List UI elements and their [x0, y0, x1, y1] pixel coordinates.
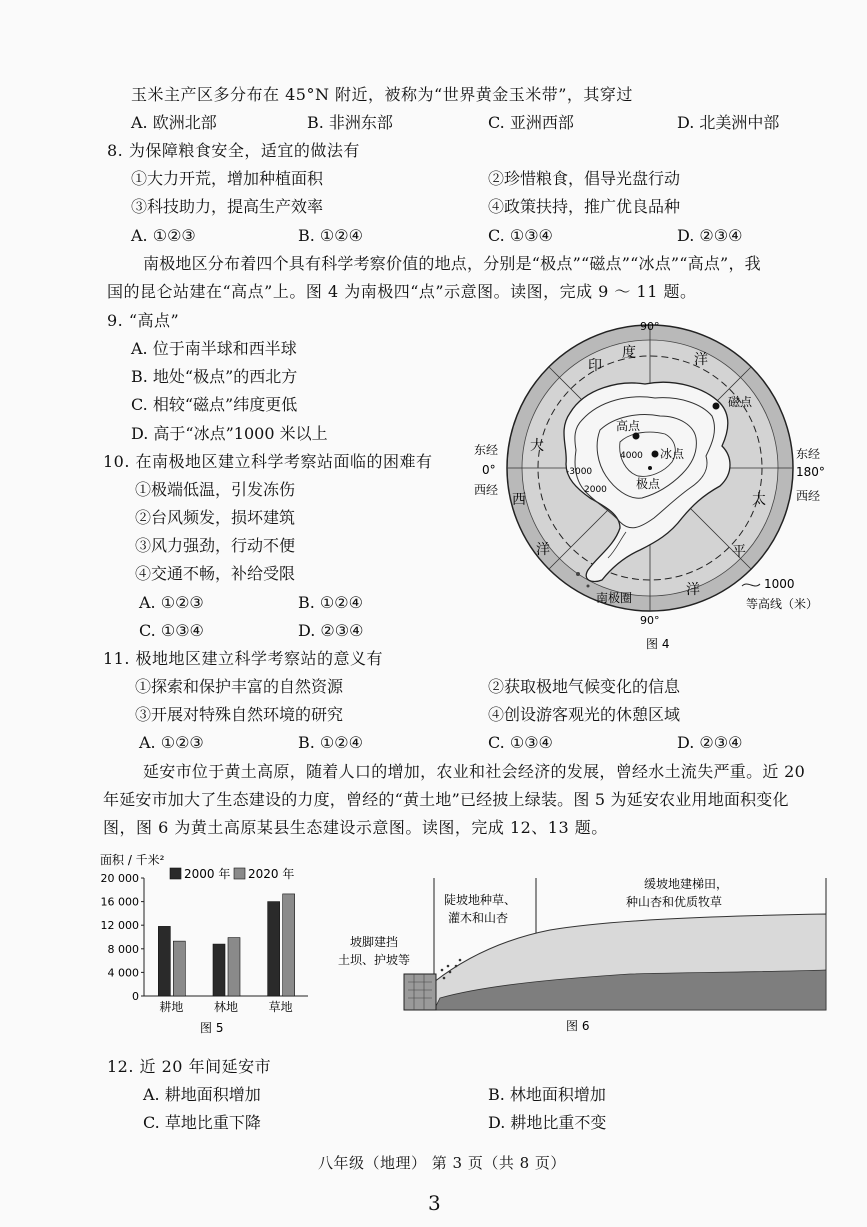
magnetic-point-label: 磁点	[728, 395, 753, 409]
q11-option-b: B. ①②④	[298, 733, 363, 752]
figure-4-caption: 图 4	[646, 637, 670, 651]
map-bottom-label: 90°	[640, 614, 660, 627]
q11-item-2: ②获取极地气候变化的信息	[488, 677, 681, 696]
q7-option-c: C. 亚洲西部	[488, 113, 574, 132]
ice-point-label: 冰点	[660, 447, 685, 461]
legend-label: 2020 年	[248, 867, 295, 881]
q10-option-d: D. ②③④	[298, 621, 364, 640]
contour-label-4000: 4000	[620, 451, 643, 461]
q8-item-2: ②珍惜粮食，倡导光盘行动	[488, 169, 681, 188]
map-right-label-3: 西经	[796, 489, 821, 503]
q12-option-d: D. 耕地比重不变	[488, 1113, 607, 1132]
ocean-indian-2: 度	[622, 345, 636, 361]
q7-option-a: A. 欧洲北部	[131, 113, 217, 132]
ocean-indian-1: 印	[588, 358, 602, 374]
high-point-marker	[633, 433, 640, 440]
legend-swatch	[234, 868, 245, 879]
q7-option-d: D. 北美洲中部	[677, 113, 780, 132]
bar-林地-2000年	[213, 944, 225, 996]
magnetic-point-marker	[713, 403, 720, 410]
y-tick-label: 16 000	[100, 895, 139, 909]
q8-stem: 8. 为保障粮食安全，适宜的做法有	[107, 141, 360, 160]
q12-option-a: A. 耕地面积增加	[143, 1085, 261, 1104]
intro-yanan-line3: 图，图 6 为黄土高原某县生态建设示意图。读图，完成 12、13 题。	[103, 818, 608, 837]
ice-point-marker	[652, 451, 659, 458]
land-area-bar-chart	[98, 850, 318, 1038]
polar-projection	[507, 325, 793, 611]
q8-option-b: B. ①②④	[298, 226, 363, 245]
q11-option-a: A. ①②③	[139, 733, 204, 752]
x-tick-label: 林地	[213, 1000, 239, 1014]
map-left-label-3: 西经	[474, 483, 499, 497]
q11-stem: 11. 极地地区建立科学考察站的意义有	[103, 649, 384, 668]
ocean-atlantic-2: 西	[512, 492, 526, 508]
legend-value: 1000	[764, 577, 795, 591]
chart-plot-area	[101, 872, 309, 1014]
contour-legend-line	[742, 584, 760, 586]
chart-legend	[170, 866, 294, 881]
q8-option-c: C. ①③④	[488, 226, 553, 245]
q11-item-3: ③开展对特殊自然环境的研究	[135, 705, 344, 724]
pole-point-marker	[648, 466, 652, 470]
q8-item-1: ①大力开荒，增加种植面积	[131, 169, 324, 188]
contour-label-3000: -3000	[566, 467, 593, 477]
q12-option-b: B. 林地面积增加	[488, 1085, 606, 1104]
bar-耕地-2020年	[173, 941, 185, 996]
intro-antarctic-line2: 国的昆仑站建在“高点”上。图 4 为南极四“点”示意图。读图，完成 9 ～ 11 题。	[107, 282, 697, 301]
gentle-slope-label-1: 缓坡地建梯田，	[644, 877, 729, 891]
y-tick-label: 12 000	[100, 919, 139, 933]
bar-林地-2020年	[228, 938, 240, 996]
q9-stem: 9. “高点”	[107, 311, 180, 330]
bar-草地-2020年	[283, 894, 295, 996]
x-tick-label: 草地	[268, 1000, 293, 1014]
q11-item-4: ④创设游客观光的休憩区域	[488, 705, 681, 724]
contour-label-2000: 2000	[584, 485, 607, 495]
q8-option-a: A. ①②③	[131, 226, 196, 245]
q7-option-b: B. 非洲东部	[307, 113, 393, 132]
q8-item-3: ③科技助力，提高生产效率	[131, 197, 324, 216]
figure-5-caption: 图 5	[200, 1021, 224, 1035]
y-tick-label: 4 000	[107, 966, 139, 980]
bar-耕地-2000年	[158, 926, 170, 996]
y-tick-label: 20 000	[100, 872, 139, 885]
intro-yanan-line2: 年延安市加大了生态建设的力度，曾经的“黄土地”已经披上绿装。图 5 为延安农业用地面积变化	[103, 790, 789, 809]
ocean-atlantic-3: 洋	[536, 542, 550, 558]
q9-option-c: C. 相较“磁点”纬度更低	[131, 395, 298, 414]
high-point-label: 高点	[616, 419, 641, 433]
ocean-atlantic-1: 大	[530, 438, 544, 454]
q10-item-4: ④交通不畅，补给受限	[135, 564, 296, 583]
pole-point-label: 极点	[636, 477, 661, 491]
q9-option-d: D. 高于“冰点”1000 米以上	[131, 424, 328, 443]
q9-option-b: B. 地处“极点”的西北方	[131, 367, 298, 386]
antarctic-circle-label: 南极圈	[596, 591, 633, 605]
chart-ylabel: 面积 / 千米²	[100, 853, 165, 867]
q10-item-1: ①极端低温，引发冻伤	[135, 480, 296, 499]
ocean-pacific-3: 洋	[686, 582, 700, 598]
q10-option-b: B. ①②④	[298, 593, 363, 612]
map-top-label: 90°	[640, 320, 660, 333]
steep-slope-label-1: 陡坡地种草、	[444, 893, 517, 907]
gentle-slope-label-2: 种山杏和优质牧草	[626, 895, 723, 909]
slope-foot-label-2: 土坝、护坡等	[338, 953, 411, 967]
q12-option-c: C. 草地比重下降	[143, 1113, 261, 1132]
q11-option-c: C. ①③④	[488, 733, 553, 752]
ocean-indian-3: 洋	[694, 352, 708, 368]
q9-option-a: A. 位于南半球和西半球	[131, 339, 297, 358]
page-number: 3	[428, 1191, 442, 1215]
q7-stem: 玉米主产区多分布在 45°N 附近，被称为“世界黄金玉米带”，其穿过	[131, 85, 633, 104]
q10-option-c: C. ①③④	[139, 621, 204, 640]
q11-item-1: ①探索和保护丰富的自然资源	[135, 677, 344, 696]
q11-option-d: D. ②③④	[677, 733, 743, 752]
check-dam	[404, 974, 436, 1010]
figure-6-caption: 图 6	[566, 1019, 590, 1033]
map-left-label-2: 0°	[482, 463, 496, 477]
antarctic-map-figure	[470, 318, 830, 658]
q12-stem: 12. 近 20 年间延安市	[107, 1057, 272, 1076]
intro-yanan-line1: 延安市位于黄土高原，随着人口的增加，农业和社会经济的发展，曾经水土流失严重。近 20	[143, 762, 806, 781]
q10-item-2: ②台风频发，损坏建筑	[135, 508, 296, 527]
x-tick-label: 耕地	[159, 1000, 184, 1014]
y-tick-label: 0	[132, 990, 139, 1003]
q10-item-3: ③风力强劲，行动不便	[135, 536, 296, 555]
steep-slope-label-2: 灌木和山杏	[448, 911, 509, 925]
map-right-label-2: 180°	[796, 465, 825, 479]
ocean-pacific-1: 太	[752, 492, 766, 508]
intro-antarctic-line1: 南极地区分布着四个具有科学考察价值的地点，分别是“极点”“磁点”“冰点”“高点”，我	[143, 254, 761, 273]
q8-item-4: ④政策扶持，推广优良品种	[488, 197, 681, 216]
ecological-construction-diagram	[330, 874, 830, 1034]
page-footer: 八年级（地理） 第 3 页（共 8 页）	[318, 1154, 566, 1172]
legend-label: 等高线（米）	[746, 597, 819, 611]
legend-swatch	[170, 868, 181, 879]
ocean-pacific-2: 平	[732, 544, 746, 560]
q8-option-d: D. ②③④	[677, 226, 743, 245]
slope-foot-label-1: 坡脚建挡	[350, 935, 399, 949]
q10-stem: 10. 在南极地区建立科学考察站面临的困难有	[103, 452, 433, 471]
map-right-label-1: 东经	[796, 447, 821, 461]
bar-草地-2000年	[268, 902, 280, 996]
legend-label: 2000 年	[184, 867, 231, 881]
y-tick-label: 8 000	[107, 942, 139, 956]
q10-option-a: A. ①②③	[139, 593, 204, 612]
map-left-label-1: 东经	[474, 443, 499, 457]
